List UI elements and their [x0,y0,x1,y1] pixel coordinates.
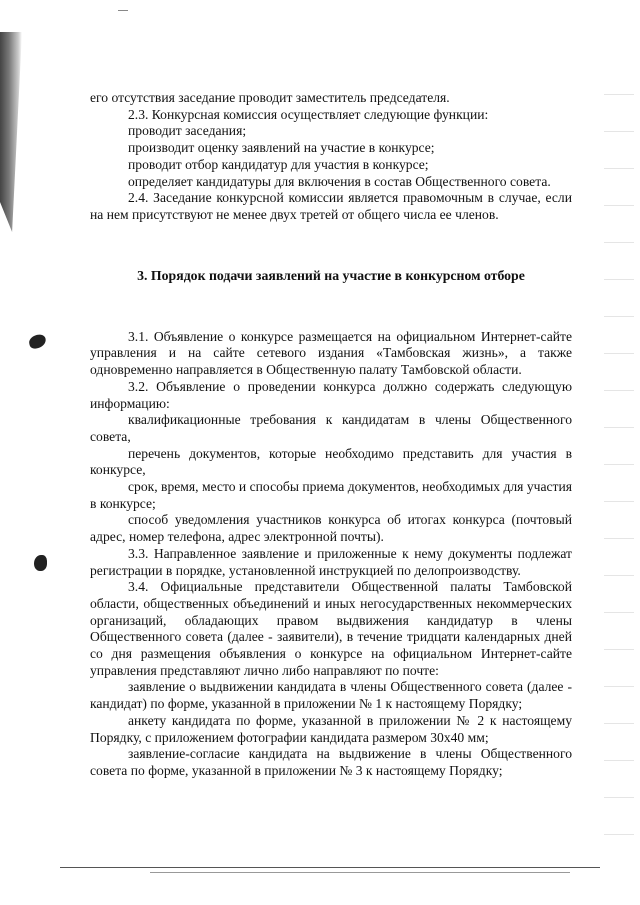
paragraph: проводит заседания; [128,123,247,139]
document-body [90,90,572,780]
bottom-rule [60,867,600,868]
paragraph: перечень документов, которые необходимо представить для участия в конкурсе, [90,445,572,478]
hole-punch-mark [34,555,47,571]
paragraph: 2.3. Конкурсная комиссия осуществляет следующие функции: [128,106,489,122]
paragraph: способ уведомления участников конкурса об итогах конкурса (почтовый адрес, номер телефона, адрес электронной почты). [90,512,572,545]
scan-edge-shadow [0,32,22,232]
scan-mark [118,10,128,11]
paragraph: 2.4. Заседание конкурсной комиссии является правомочным в случае, если на нем присутствуют не менее двух третей от общего числа ее членов. [90,190,572,222]
paragraph-gap [90,237,572,254]
paragraph: его отсутствия заседание проводит заместитель председателя. [90,90,450,105]
paragraph: 3.2. Объявление о проведении конкурса должно содержать следующую информацию: [90,378,572,411]
paragraph: производит оценку заявлений на участие в конкурсе; [128,140,435,156]
paragraph: срок, время, место и способы приема документов, необходимых для участия в конкурсе; [90,479,572,511]
paragraph: заявление-согласие кандидата на выдвижение в члены Общественного совета по форме, указанной в приложении № 3 к настоящему Порядку; [90,746,572,778]
hole-punch-mark [28,333,48,350]
paragraph: определяет кандидатуры для включения в состав Общественного совета. [128,173,551,189]
paragraph: 3.3. Направленное заявление и приложенные к нему документы подлежат регистрации в порядке, установленной инструкцией по делопроизводству. [90,545,572,578]
paragraph: заявление о выдвижении кандидата в члены Общественного совета (далее - кандидат) по форме, указанной в приложении № 1 к настоящему Порядку; [90,679,572,712]
paragraph: 3.4. Официальные представители Общественной палаты Тамбовской области, общественных объединений и иных негосударственных некоммерческих организаций, обладающих правом выдвижения кандидатур в члены Общественного совета (далее - заявители), в течение тридцати календарных дней со дня размещения объявления о конкурсе на официальном Интернет-сайте управления представляют лично либо направляют по почте: [90,579,572,678]
paragraph: анкету кандидата по форме, указанной в приложении № 2 к настоящему Порядку, с приложением фотографии кандидата размером 30х40 мм; [90,712,572,745]
scan-noise [604,80,634,860]
bottom-rule [150,872,570,873]
paragraph: 3.1. Объявление о конкурсе размещается на официальном Интернет-сайте управления и на сайте сетевого издания «Тамбовская жизнь», а также одновременно направляется в Общественную палату Тамбовской области. [90,328,572,378]
paragraph: квалификационные требования к кандидатам в члены Общественного совета, [90,412,572,444]
paragraph-gap [90,298,572,315]
section-heading: 3. Порядок подачи заявлений на участие в конкурсном отборе [137,267,525,283]
paragraph: проводит отбор кандидатур для участия в конкурсе; [128,156,429,172]
